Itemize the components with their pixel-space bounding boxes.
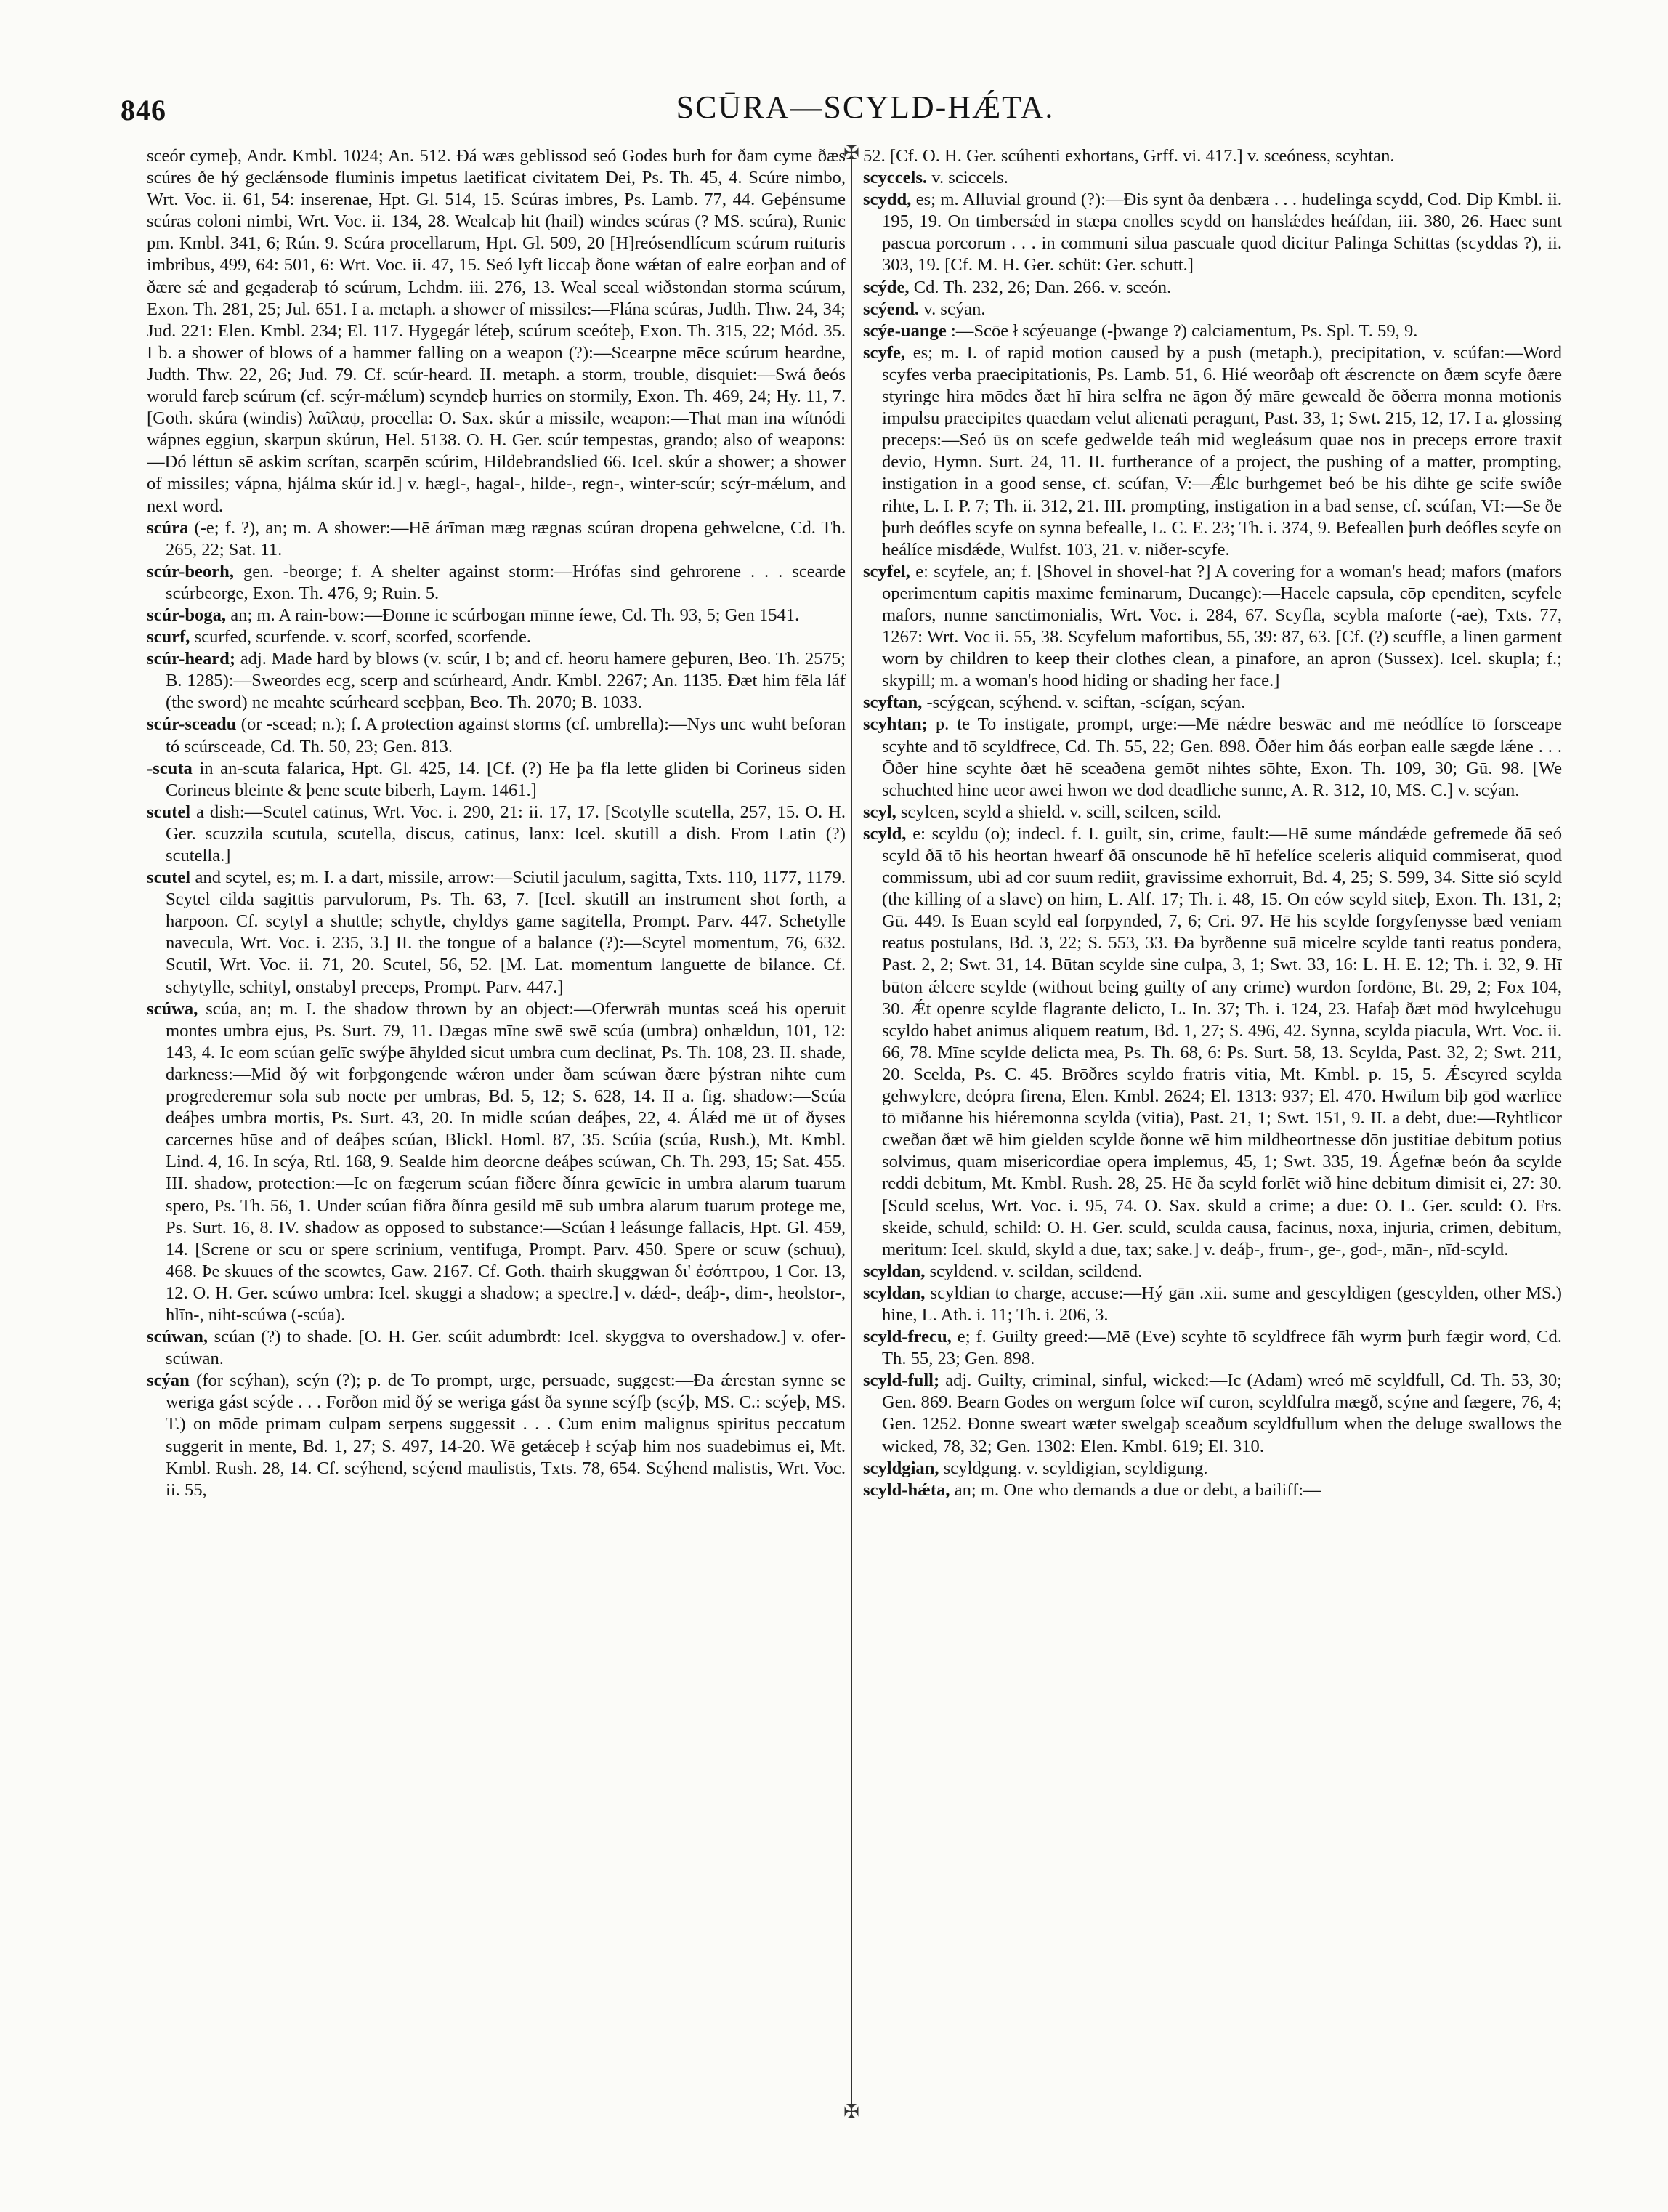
- entry-headword: scúr-boga,: [147, 605, 227, 625]
- dictionary-entry: [863, 823, 1562, 1261]
- entry-headword: scyldgian,: [863, 1458, 939, 1478]
- entry-text: a dish:—Scutel catinus, Wrt. Voc. i. 290, 21: ii. 17, 17. [Scotylle scutella, 257, 15. O. H. Ger. scuzzila scutula, scutella, discus, catinus, lanx: Icel. skutill a dish. From Latin (?) scutella.]: [166, 802, 846, 865]
- dictionary-entry: [863, 1480, 1562, 1501]
- entry-text: e: scyfele, an; f. [Shovel in shovel-hat ?] A covering for a woman's head; mafors (mafors operimentum capitis maxime feminarum, Ducange):—Hacele capsula, cōp ependiten, scyfele mafors, nunne sanctimonialis, Wrt. Voc. i. 284, 67. Scyfla, scybla maforte (-ae), Txts. 77, 1267: Wrt. Voc ii. 55, 38. Scyfelum mafortibus, 55, 39: 87, 63. [Cf. (?) scuffle, a linen garment worn by children to keep their clothes clean, a pinafore, an apron (Sussex). Icel. skupla; f.; skypill; m. a woman's hood hiding or shading her face.]: [882, 561, 1562, 691]
- entry-text: scyldian to charge, accuse:—Hý gān .xii. sume and gescyldigen (gescylden, other MS.) hine, L. Ath. i. 11; Th. i. 206, 3.: [882, 1283, 1562, 1325]
- entry-headword: scýe-uange: [863, 320, 947, 341]
- entry-headword: -scuta: [147, 758, 193, 778]
- dictionary-entry: [147, 605, 846, 626]
- dictionary-entry: [863, 561, 1562, 693]
- dictionary-entry: [147, 1326, 846, 1370]
- entry-headword: scyld,: [863, 823, 907, 844]
- entry-headword: scúr-sceadu: [147, 714, 237, 735]
- dictionary-entry: [863, 1326, 1562, 1370]
- page-header: [121, 86, 1610, 144]
- entry-text: v. sciccels.: [931, 168, 1008, 188]
- dictionary-entry: [147, 998, 846, 1326]
- dictionary-entry: [863, 299, 1562, 320]
- column-divider: [851, 145, 852, 2112]
- entry-headword: scyl,: [863, 802, 896, 822]
- entry-text: an; m. One who demands a due or debt, a bailiff:—: [954, 1480, 1321, 1500]
- entry-headword: scúwa,: [147, 998, 198, 1019]
- entry-text: v. scýan.: [923, 299, 986, 319]
- dictionary-entry: [863, 1283, 1562, 1326]
- dictionary-entry: [147, 802, 846, 867]
- entry-headword: scúwan,: [147, 1327, 208, 1347]
- dictionary-entry: [147, 517, 846, 561]
- entry-headword: scyld-hǽta,: [863, 1480, 950, 1500]
- dictionary-entry: [147, 626, 846, 648]
- dictionary-entry: [147, 561, 846, 605]
- dictionary-entry: [863, 277, 1562, 299]
- entry-headword: scýend.: [863, 299, 920, 319]
- dictionary-entry: [863, 714, 1562, 801]
- entry-headword: scyld-full;: [863, 1371, 940, 1391]
- entry-text: (or -scead; n.); f. A protection against storms (cf. umbrella):—Nys unc wuht beforan tó scúrsceade, Cd. Th. 50, 23; Gen. 813.: [166, 714, 846, 756]
- entry-headword: scúra: [147, 517, 189, 538]
- dictionary-entry: [863, 167, 1562, 189]
- entry-text: adj. Guilty, criminal, sinful, wicked:—Ic (Adam) wreó mē scyldfull, Cd. Th. 53, 30; Gen. 869. Bearn Godes on wergum folce wīf curon, scyldfulra mægð, scýne and fægere, 76, 4; Gen. 1252. Ðonne sweart wæter swelgaþ sceaðum scyldfullum when the deluge swallows the wicked, 78, 32; Gen. 1302: Elen. Kmbl. 619; El. 310.: [882, 1371, 1562, 1456]
- entry-headword: scyftan,: [863, 693, 923, 713]
- entry-text: (-e; f. ?), an; m. A shower:—Hē árīman mæg rægnas scúran dropena gehwelcne, Cd. Th. 265, 22; Sat. 11.: [166, 517, 846, 560]
- entry-headword: scutel: [147, 868, 191, 888]
- entry-text: sceór cymeþ, Andr. Kmbl. 1024; An. 512. Ðá wæs geblissod seó Godes burh for ðam cyme ðæs scúres ðe hý geclǽnsode fluminis impetus laetificat civitatem Dei, Ps. Th. 45, 4. Scúre nimbo, Wrt. Voc. ii. 61, 54: inserenae, Hpt. Gl. 514, 15. Scúras imbres, Ps. Lamb. 77, 44. Geþénsume scúras coloni nimbi, Wrt. Voc. ii. 134, 28. Wealcaþ hit (hail) windes scúras (? MS. scúra), Runic pm. Kmbl. 341, 6; Rún. 9. Scúra procellarum, Hpt. Gl. 509, 20 [H]reósendlícum scúrum ruituris imbribus, 499, 64: 501, 6: Wrt. Voc. ii. 47, 15. Seó lyft liccaþ ðone wǽtan of ealre eorþan and of ðære sǽ and gegaderaþ tó scúrum, Lchdm. iii. 276, 13. Weal sceal wiðstondan storma scúrum, Exon. Th. 281, 25; Jul. 651. I a. metaph. a shower of missiles:—Flána scúras, Judth. Thw. 24, 34; Jud. 221: Elen. Kmbl. 234; El. 117. Hygegár léteþ, scúrum sceóteþ, Exon. Th. 315, 22; Mód. 35. I b. a shower of blows of a hammer falling on a weapon (?):—Scearpne mēce scúrum heardne, Judth. Thw. 22, 26; Jud. 79. Cf. scúr-heard. II. metaph. a storm, trouble, disquiet:—Swá ðeós woruld fareþ scúrum (cf. scýr-mǽlum) scyndeþ hurries on stormily, Exon. Th. 469, 24; Hy. 11, 7. [Goth. skúra (windis) λαῖλαψ, procella: O. Sax. skúr a missile, weapon:—That man ina wítnódi wápnes eggiun, skarpun skúrun, Hel. 5138. O. H. Ger. scúr tempestas, grando; also of weapons: —Dó léttun sē askim scrítan, scarpēn scúrim, Hildebrandslied 66. Icel. skúr a shower; a shower of missiles; vápna, hjálma skúr id.] v. hægl-, hagal-, hilde-, regn-, winter-scúr; scýr-mǽlum, and next word.: [147, 146, 846, 516]
- entry-text: adj. Made hard by blows (v. scúr, I b; and cf. heoru hamere geþuren, Beo. Th. 2575; B. 1285):—Sweordes ecg, scerp and scúrheard, Andr. Kmbl. 2267; An. 1135. Ðæt him fēla láf (the sword) ne meahte scúrheard sceþþan, Beo. Th. 2070; B. 1033.: [166, 649, 846, 713]
- dictionary-entry: [863, 1458, 1562, 1480]
- entry-text: (for scýhan), scýn (?); p. de To prompt, urge, persuade, suggest:—Ða ǽrestan synne se weriga gást scýde . . . Forðon mid ðý se weriga gást ða synne scýfþ (scýþ, MS. C.: scýeþ, MS. T.) on mōde primam culpam serpens suggessit . . . Cum enim malignus spiritus peccatum suggerit in mente, Bd. 1, 27; S. 497, 14-20. Wē getǽceþ ł scýaþ him nos suadebimus ei, Mt. Kmbl. Rush. 28, 14. Cf. scýhend, scýend maulistis, Txts. 78, 654. Scýhend malistis, Wrt. Voc. ii. 55,: [166, 1371, 846, 1500]
- right-column: [863, 145, 1562, 2122]
- entry-headword: scyhtan;: [863, 714, 928, 735]
- entry-text: and scytel, es; m. I. a dart, missile, arrow:—Sciutil jaculum, sagitta, Txts. 110, 1177, 1179. Scytel cilda sagittis parvulorum, Ps. Th. 63, 7. [Icel. skutill an instrument shot forth, a harpoon. Cf. scytyl a shuttle; schytle, chyldys game sagitella, Prompt. Parv. 447. Schetylle navecula, Wrt. Voc. i. 235, 3.] II. the tongue of a balance (?):—Scytel momentum, 76, 632. Scutil, Wrt. Voc. ii. 71, 20. Scutel, 56, 52. [M. Lat. momentum languette de bilance. Cf. schytylle, schityl, onstabyl preceps, Prompt. Parv. 447.]: [166, 868, 846, 997]
- entry-text: Cd. Th. 232, 26; Dan. 266. v. sceón.: [913, 277, 1172, 297]
- entry-text: scylcen, scyld a shield. v. scill, scilcen, scild.: [900, 802, 1222, 822]
- running-head: SCŪRA—SCYLD-HǼTA.: [676, 89, 1055, 125]
- dictionary-entry: [863, 189, 1562, 276]
- entry-text: :—Scōe ł scýeuange (-þwange ?) calciamentum, Ps. Spl. T. 59, 9.: [950, 320, 1418, 341]
- dictionary-entry: [863, 692, 1562, 714]
- dictionary-entry: [863, 145, 1562, 167]
- entry-headword: scyldan,: [863, 1283, 926, 1303]
- dictionary-entry: [147, 867, 846, 998]
- dictionary-entry: [147, 648, 846, 714]
- entry-text: e: scyldu (o); indecl. f. I. guilt, sin, crime, fault:—Hē sume mándǽde gefremede ðā seó scyld ðā tō his heortan hwearf ðā onscunode hē hī hefelíce sceleris aliquid commiserat, quod commissum, ubi ad cor suum rediit, gravissime exhorruit, Bd. 4, 25; S. 599, 34. Sitte sió scyld (the killing of a slave) on him, L. Alf. 17; Th. i. 48, 15. On eów scyld siteþ, Exon. Th. 131, 2; Gū. 449. Is Euan scyld eal forpynded, 7, 6; Cri. 97. Hē his scylde forgyfenysse bæd veniam reatus postulans, Bd. 3, 22; S. 553, 33. Ða byrðenne suā micelre scylde tanti reatus pondera, Past. 2, 2; Swt. 31, 14. Būtan scylde sine culpa, 3, 1; Swt. 33, 16: L. H. E. 12; Th. i. 32, 9. Hī būton ǽlcere scylde (without being guilty of any crime) wurdon fordōne, Bt. 29, 2; Fox 104, 30. Ǽt openre scylde flagrante delicto, L. In. 37; Th. i. 124, 23. Hafaþ ðæt mōd hwylcehugu scyldo habet animus aliquem reatum, Bd. 1, 27; S. 496, 42. Synna, scylda piacula, Wrt. Voc. ii. 66, 78. Mīne scylde delicta mea, Ps. Th. 68, 6: Ps. Surt. 58, 13. Scylda, Past. 32, 2; Swt. 211, 20. Scelda, Ps. C. 45. Brōðres scyldo fratris vitia, Mt. Kmbl. p. 15, 5. Ǽscyred scylda gehwylcre, deópra firena, Elen. Kmbl. 2624; El. 1313: 937; El. 470. Hwīlum biþ gōd wærlīce tō mīðanne his hiéremonna scylda (vitia), Past. 21, 1; Swt. 151, 9. II. a debt, due:—Ryhtlīcor cweðan ðæt wē him gielden scylde ðonne wē him mildheortnesse dōn justitiae debitum potius solvimus, quam misericordiae opera implemus, 45, 1; Swt. 335, 19. Ágefnæ beón ða scylde reddi debitum, Mt. Kmbl. Rush. 28, 25. Hē ða scyld forlēt wið hine debitum dimisit ei, 27: 30. [Sculd scelus, Wrt. Voc. i. 95, 74. O. Sax. skuld a crime; a due: O. L. Ger. sculd: O. Frs. skeide, schuld, schild: O. H. Ger. sculd, sculda causa, facinus, noxa, injuria, crimen, debitum, meritum: Icel. skuld, skyld a due, tax; sake.] v. deáþ-, frum-, ge-, god-, mān-, nīd-scyld.: [882, 823, 1562, 1259]
- column-ornament-bottom: ✠: [843, 2102, 859, 2123]
- entry-headword: scyfel,: [863, 561, 910, 581]
- entry-text: scurfed, scurfende. v. scorf, scorfed, scorfende.: [194, 627, 532, 647]
- entry-headword: scurf,: [147, 627, 190, 647]
- entry-text: es; m. Alluvial ground (?):—Ðis synt ða denbæra . . . hudelinga scydd, Cod. Dip Kmbl. ii. 195, 19. On timbersǽd in stæpa cnolles scydd on hanslǽdes heáfdan, iii. 380, 26. Haec sunt pascua porcorum . . . in communi silua pascuale quod dicitur Palinga Schittas (scyddas ?), ii. 303, 19. [Cf. M. H. Ger. schüt: Ger. schutt.]: [882, 190, 1562, 275]
- page-number: 846: [121, 94, 166, 126]
- left-column: [147, 145, 846, 2122]
- entry-text: scyldend. v. scildan, scildend.: [929, 1261, 1143, 1281]
- dictionary-entry: [863, 1370, 1562, 1457]
- entry-headword: scutel: [147, 802, 191, 822]
- dictionary-entry: [863, 320, 1562, 342]
- dictionary-entry: [147, 714, 846, 757]
- entry-headword: scýde,: [863, 277, 910, 297]
- entry-text: 52. [Cf. O. H. Ger. scúhenti exhortans, Grff. vi. 417.] v. sceóness, scyhtan.: [863, 146, 1395, 166]
- entry-headword: scyld-frecu,: [863, 1327, 952, 1347]
- entry-text: in an-scuta falarica, Hpt. Gl. 425, 14. [Cf. (?) He þa fla lette gliden bi Corineus siden Corineus bleinte & þene scute biberh, Laym. 1461.]: [166, 758, 846, 800]
- entry-text: e; f. Guilty greed:—Mē (Eve) scyhte tō scyldfrece fāh wyrm þurh fægir word, Cd. Th. 55, 23; Gen. 898.: [882, 1327, 1562, 1369]
- entry-headword: scyccels.: [863, 168, 928, 188]
- entry-headword: scýan: [147, 1371, 190, 1391]
- entry-headword: scydd,: [863, 190, 912, 210]
- entry-text: p. te To instigate, prompt, urge:—Mē nǽdre beswāc and mē neódlíce tō forsceape scyhte and tō scyldfrece, Cd. Th. 55, 22; Gen. 898. Ōðer him ðás eorþan ealle sægde lǽne . . . Ōðer hine scyhte ðæt hē sceaðena gemōt nihtes sōhte, Exon. Th. 109, 30; Gū. 98. [We schuchted hine ueor awei hwon we dod deadliche sunne, A. R. 312, 10, MS. C.] v. scýan.: [882, 714, 1562, 800]
- entry-headword: scyfe,: [863, 342, 906, 363]
- entry-text: gen. -beorge; f. A shelter against storm:—Hrófas sind gehrorene . . . scearde scúrbeorge, Exon. Th. 476, 9; Ruin. 5.: [166, 561, 846, 603]
- dictionary-entry: [863, 342, 1562, 561]
- entry-text: es; m. I. of rapid motion caused by a push (metaph.), precipitation, v. scúfan:—Word scyfes verba praecipitationis, Ps. Lamb. 51, 6. Hié weorðaþ oft ǽscrencte on ðæm scyfe ðære styringe hira mōdes ðæt hī hira selfra ne āgon ðý māre geweald ðe ōðerra monna motionis impulsu praecipites quaedam velut alienati peragunt, Past. 33, 1; Swt. 215, 12, 17. I a. glossing preceps:—Seó ūs on scefe gedwelde teáh mid wegleásum quae nos in preceps errore traxit devio, Hymn. Surt. 24, 11. II. furtherance of a project, the pushing of a matter, prompting, instigation in a good sense, cf. scúfan, V:—Ǽlc burhgemet beó be his dihte ge scife swíðe rihte, L. I. P. 7; Th. ii. 312, 21. III. prompting, instigation in a bad sense, cf. scúfan, VI:—Se ðe þurh deófles scyfe on synna befealle, L. C. E. 23; Th. i. 374, 9. Befeallen þurh deófles scyfe on heálíce misdǽde, Wulfst. 103, 21. v. niðer-scyfe.: [882, 342, 1562, 560]
- entry-text: -scýgean, scýhend. v. sciftan, -scígan, scýan.: [926, 693, 1246, 713]
- dictionary-entry: [147, 145, 846, 517]
- entry-headword: scúr-heard;: [147, 649, 236, 669]
- dictionary-entry: [147, 758, 846, 802]
- dictionary-entry: [863, 1261, 1562, 1283]
- entry-headword: scúr-beorh,: [147, 561, 234, 581]
- dictionary-entry: [147, 1370, 846, 1501]
- entry-text: scyldgung. v. scyldigian, scyldigung.: [943, 1458, 1208, 1478]
- entry-text: an; m. A rain-bow:—Ðonne ic scúrbogan mīnne íewe, Cd. Th. 93, 5; Gen 1541.: [230, 605, 800, 625]
- entry-text: scúa, an; m. I. the shadow thrown by an object:—Oferwrāh muntas sceá his operuit montes umbra ejus, Ps. Surt. 79, 11. Dægas mīne swē swē scúa (umbra) onhældun, 101, 12: 143, 4. Ic eom scúan gelīc swýþe āhylded sicut umbra cum declinat, Ps. Th. 108, 23. II. shade, darkness:—Mid ðý wit forþgongende wǽron under ðam scúwan ðære þýstran nihte cum progrederemur sola sub nocte per umbras, Bd. 5, 12; S. 628, 14. II a. fig. shadow:—Scúa deáþes umbra mortis, Ps. Surt. 43, 20. In midle scúan deáþes, 22, 4. Álǽd mē ūt of ðyses carcernes hūse and of deáþes scúan, Blickl. Homl. 87, 35. Scúia (scúa, Rush.), Mt. Kmbl. Lind. 4, 16. In scýa, Rtl. 168, 9. Sealde him deorcne deáþes scúwan, Ch. Th. 293, 15; Sat. 455. III. shadow, protection:—Ic on fægerum scúan fiðere ðínra gewīcie in umbra alarum tuarum spero, Ps. Th. 56, 1. Under scúan fiðra ðínra gesild mē sub umbra alarum tuarum protege me, Ps. Surt. 16, 8. IV. shadow as opposed to substance:—Scúan ł leásunge fallacis, Hpt. Gl. 459, 14. [Screne or scu or spere scrinium, ventifuga, Prompt. Parv. 450. Spere or scuw (schuu), 468. Þe skuues of the scowtes, Gaw. 2167. Cf. Goth. thairh skuggwan δι' ἐσόπτρου, 1 Cor. 13, 12. O. H. Ger. scúwo umbra: Icel. skuggi a shadow; a spectre.] v. dǽd-, deáþ-, dim-, heolstor-, hlīn-, niht-scúwa (-scúa).: [166, 998, 846, 1325]
- column-ornament-top: ✠: [843, 142, 859, 164]
- entry-text: scúan (?) to shade. [O. H. Ger. scúit adumbrdt: Icel. skyggva to overshadow.] v. ofer-scúwan.: [166, 1327, 846, 1369]
- entry-headword: scyldan,: [863, 1261, 926, 1281]
- dictionary-entry: [863, 802, 1562, 823]
